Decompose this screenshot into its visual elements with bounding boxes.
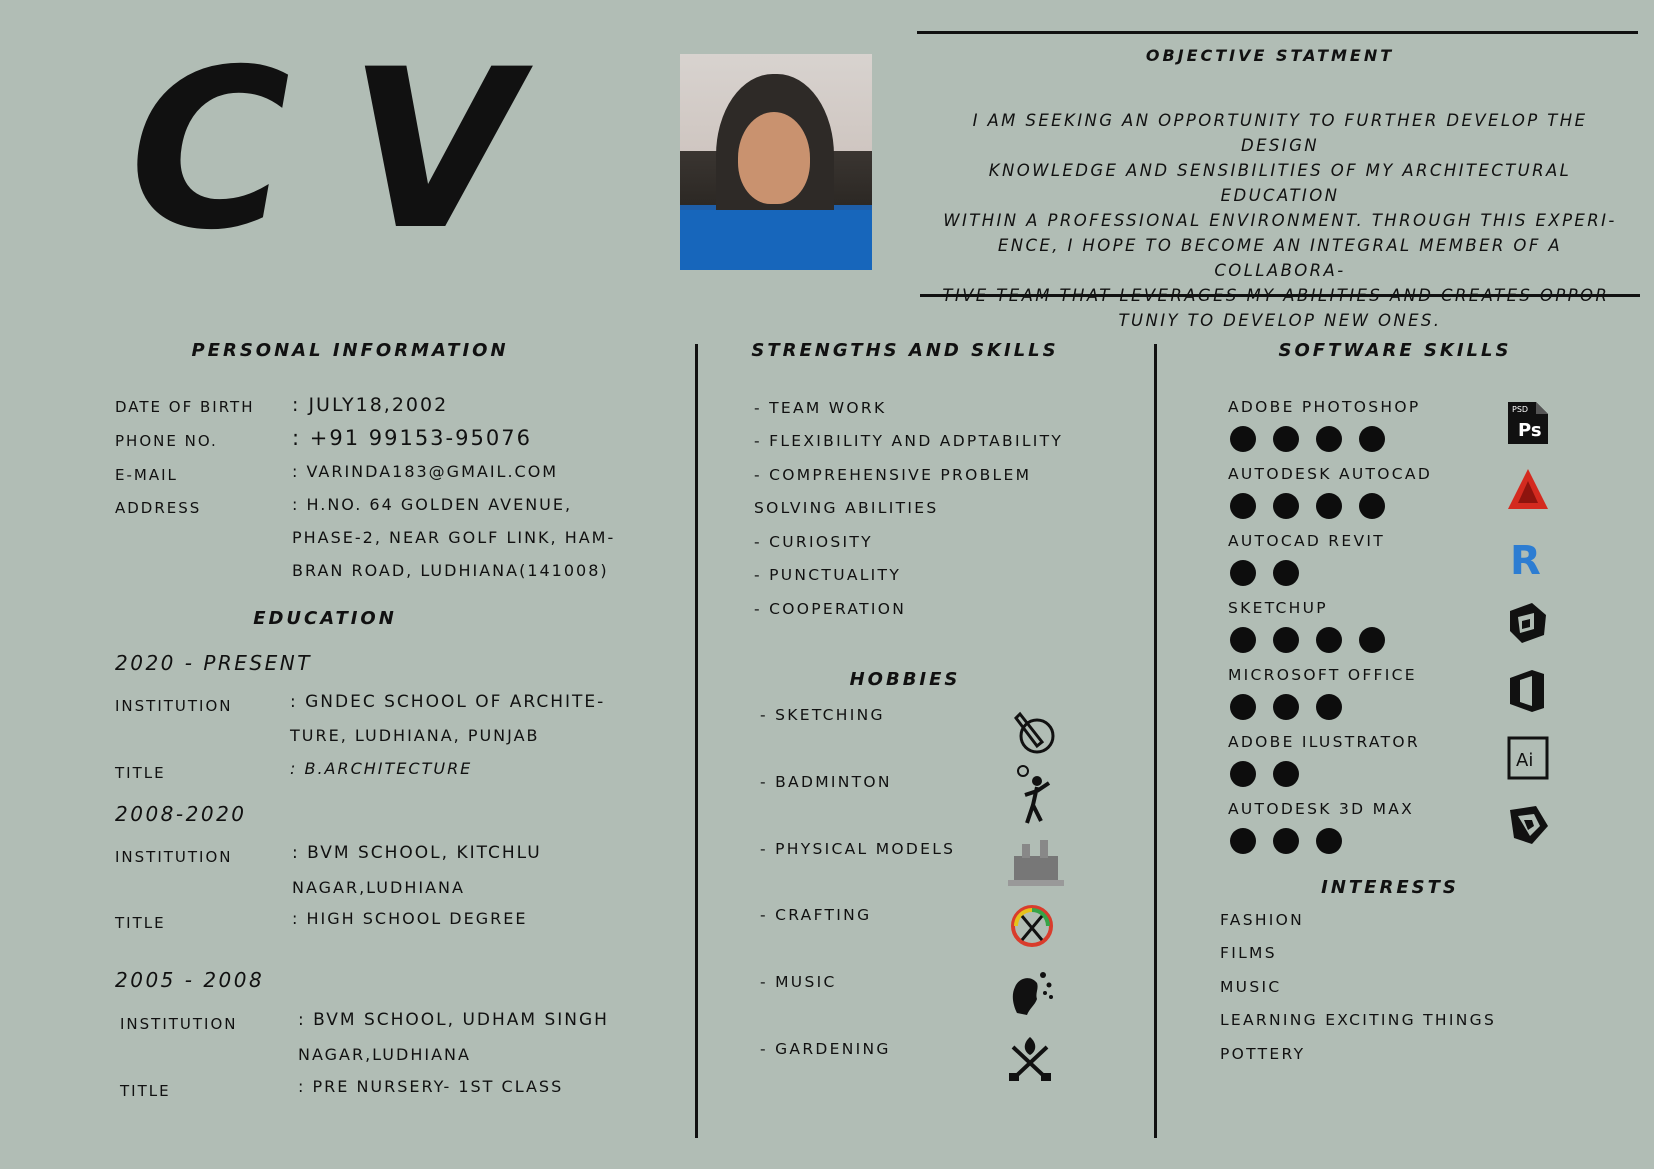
crafting-icon [1008, 902, 1056, 946]
interest-item: FASHION [1220, 911, 1305, 929]
skill-level-dot [1230, 694, 1256, 720]
institution-label: INSTITUTION [120, 1015, 238, 1033]
3ds-max-icon [1506, 802, 1550, 848]
software-heading: SOFTWARE SKILLS [1278, 340, 1512, 361]
address-line: BRAN ROAD, LUDHIANA(141008) [292, 561, 609, 580]
hobbies-heading: HOBBIES [849, 669, 961, 690]
software-skill-row [1228, 465, 1432, 519]
institution-label: INSTITUTION [115, 697, 233, 715]
title-value: : B.ARCHITECTURE [290, 759, 473, 778]
skill-level-dot [1273, 560, 1299, 586]
skill-level-dots [1230, 761, 1420, 787]
software-skill-name: SKETCHUP [1228, 599, 1328, 617]
software-icons [1506, 400, 1556, 860]
institution-value: TURE, LUDHIANA, PUNJAB [290, 726, 540, 745]
svg-text:Ps: Ps [1518, 420, 1542, 441]
software-skill-row [1228, 599, 1385, 653]
phone-value: : +91 99153-95076 [292, 426, 532, 450]
title-value: : PRE NURSERY- 1ST CLASS [298, 1077, 564, 1096]
software-skill-name: AUTOCAD REVIT [1228, 532, 1386, 550]
software-skill-row [1228, 532, 1385, 586]
column-divider-right [1154, 344, 1157, 1138]
music-icon [1005, 965, 1055, 1009]
office-icon [1506, 668, 1550, 714]
skill-level-dots [1230, 493, 1432, 519]
photoshop-icon [1506, 400, 1550, 446]
objective-line: WITHIN A PROFESSIONAL ENVIRONMENT. THROUGH THIS EXPERI- [943, 211, 1617, 230]
software-skill-name: AUTODESK 3D MAX [1228, 800, 1415, 818]
strength-item: - TEAM WORK [754, 399, 887, 417]
address-line: : H.NO. 64 GOLDEN AVENUE, [292, 495, 573, 514]
interest-item: LEARNING EXCITING THINGS [1220, 1011, 1497, 1029]
title-value: : HIGH SCHOOL DEGREE [292, 909, 528, 928]
personal-info-heading: PERSONAL INFORMATION [191, 340, 509, 361]
strength-item: SOLVING ABILITIES [754, 499, 939, 517]
interests-heading: INTERESTS [1321, 877, 1459, 898]
institution-value: NAGAR,LUDHIANA [292, 878, 465, 897]
skill-level-dot [1273, 828, 1299, 854]
email-value: : VARINDA183@GMAIL.COM [292, 462, 559, 481]
skill-level-dot [1230, 493, 1256, 519]
sketching-icon [1012, 708, 1052, 752]
column-divider-left [695, 344, 698, 1138]
education-heading: EDUCATION [253, 608, 397, 629]
autocad-icon [1506, 467, 1550, 513]
svg-text:Ai: Ai [1516, 750, 1534, 771]
skill-level-dot [1316, 694, 1342, 720]
strength-item: - COOPERATION [754, 600, 907, 618]
software-skill-row [1228, 666, 1417, 720]
skill-level-dots [1230, 828, 1414, 854]
strengths-heading: STRENGTHS AND SKILLS [751, 340, 1059, 361]
software-skill-name: AUTODESK AUTOCAD [1228, 465, 1433, 483]
illustrator-icon [1506, 735, 1550, 781]
dob-label: DATE OF BIRTH [115, 398, 255, 416]
skill-level-dot [1316, 493, 1342, 519]
dob-value: : JULY18,2002 [292, 394, 449, 416]
title-label: TITLE [115, 914, 166, 932]
address-label: ADDRESS [115, 499, 202, 517]
skill-level-dots [1230, 694, 1417, 720]
email-label: E-MAIL [115, 466, 178, 484]
address-line: PHASE-2, NEAR GOLF LINK, HAM- [292, 528, 616, 547]
cv-title: CV [104, 22, 602, 278]
hobby-item: - SKETCHING [760, 706, 885, 724]
education-year: 2005 - 2008 [115, 968, 265, 992]
skill-level-dot [1273, 694, 1299, 720]
software-skill-row [1228, 398, 1421, 452]
gardening-icon [1005, 1033, 1055, 1077]
skill-level-dots [1230, 560, 1385, 586]
education-year: 2020 - PRESENT [115, 651, 312, 675]
interest-item: POTTERY [1220, 1045, 1306, 1063]
skill-level-dot [1359, 493, 1385, 519]
objective-heading: OBJECTIVE STATMENT [1145, 46, 1395, 65]
strength-item: - PUNCTUALITY [754, 566, 902, 584]
objective-line: ENCE, I HOPE TO BECOME AN INTEGRAL MEMBER OF A COLLABORA- [997, 236, 1563, 280]
institution-value: : BVM SCHOOL, KITCHLU [292, 843, 542, 863]
hobby-item: - BADMINTON [760, 773, 892, 791]
hobby-item: - GARDENING [760, 1040, 891, 1058]
skill-level-dot [1230, 426, 1256, 452]
profile-photo [680, 54, 872, 270]
interest-item: MUSIC [1220, 978, 1282, 996]
objective-bottom-rule [920, 294, 1640, 297]
title-label: TITLE [120, 1082, 171, 1100]
skill-level-dot [1230, 761, 1256, 787]
institution-label: INSTITUTION [115, 848, 233, 866]
objective-line: TUNIY TO DEVELOP NEW ONES. [1118, 311, 1442, 330]
skill-level-dot [1273, 426, 1299, 452]
title-label: TITLE [115, 764, 166, 782]
objective-text [930, 108, 1630, 333]
education-year: 2008-2020 [115, 802, 247, 826]
strength-item: - FLEXIBILITY AND ADPTABILITY [754, 432, 1064, 450]
institution-value: : BVM SCHOOL, UDHAM SINGH [298, 1010, 609, 1030]
skill-level-dot [1316, 627, 1342, 653]
strength-item: - CURIOSITY [754, 533, 873, 551]
skill-level-dot [1230, 828, 1256, 854]
objective-line: KNOWLEDGE AND SENSIBILITIES OF MY ARCHITECTURAL EDUCATION [988, 161, 1572, 205]
software-skill-name: ADOBE ILUSTRATOR [1228, 733, 1420, 751]
revit-icon [1506, 534, 1550, 580]
svg-text:PSD: PSD [1512, 405, 1529, 414]
strength-item: - COMPREHENSIVE PROBLEM [754, 466, 1032, 484]
svg-text:R: R [1510, 538, 1541, 580]
interest-item: FILMS [1220, 944, 1277, 962]
skill-level-dot [1359, 426, 1385, 452]
sketchup-icon [1506, 601, 1550, 647]
skill-level-dot [1316, 828, 1342, 854]
software-skill-name: MICROSOFT OFFICE [1228, 666, 1417, 684]
objective-top-rule [917, 31, 1638, 34]
hobby-item: - PHYSICAL MODELS [760, 840, 956, 858]
skill-level-dot [1273, 493, 1299, 519]
software-skill-row [1228, 800, 1414, 854]
skill-level-dot [1359, 627, 1385, 653]
hobby-item: - CRAFTING [760, 906, 872, 924]
institution-value: NAGAR,LUDHIANA [298, 1045, 471, 1064]
objective-line: I AM SEEKING AN OPPORTUNITY TO FURTHER DEVELOP THE DESIGN [972, 111, 1588, 155]
institution-value: : GNDEC SCHOOL OF ARCHITE- [290, 692, 606, 712]
hobby-item: - MUSIC [760, 973, 837, 991]
software-skill-name: ADOBE PHOTOSHOP [1228, 398, 1421, 416]
skill-level-dot [1230, 627, 1256, 653]
skill-level-dot [1230, 560, 1256, 586]
badminton-icon [1015, 765, 1055, 809]
skill-level-dots [1230, 627, 1385, 653]
skill-level-dot [1273, 627, 1299, 653]
model-building-icon [1008, 836, 1064, 880]
skill-level-dots [1230, 426, 1421, 452]
skill-level-dot [1316, 426, 1342, 452]
software-skill-row [1228, 733, 1420, 787]
phone-label: PHONE NO. [115, 432, 218, 450]
skill-level-dot [1273, 761, 1299, 787]
